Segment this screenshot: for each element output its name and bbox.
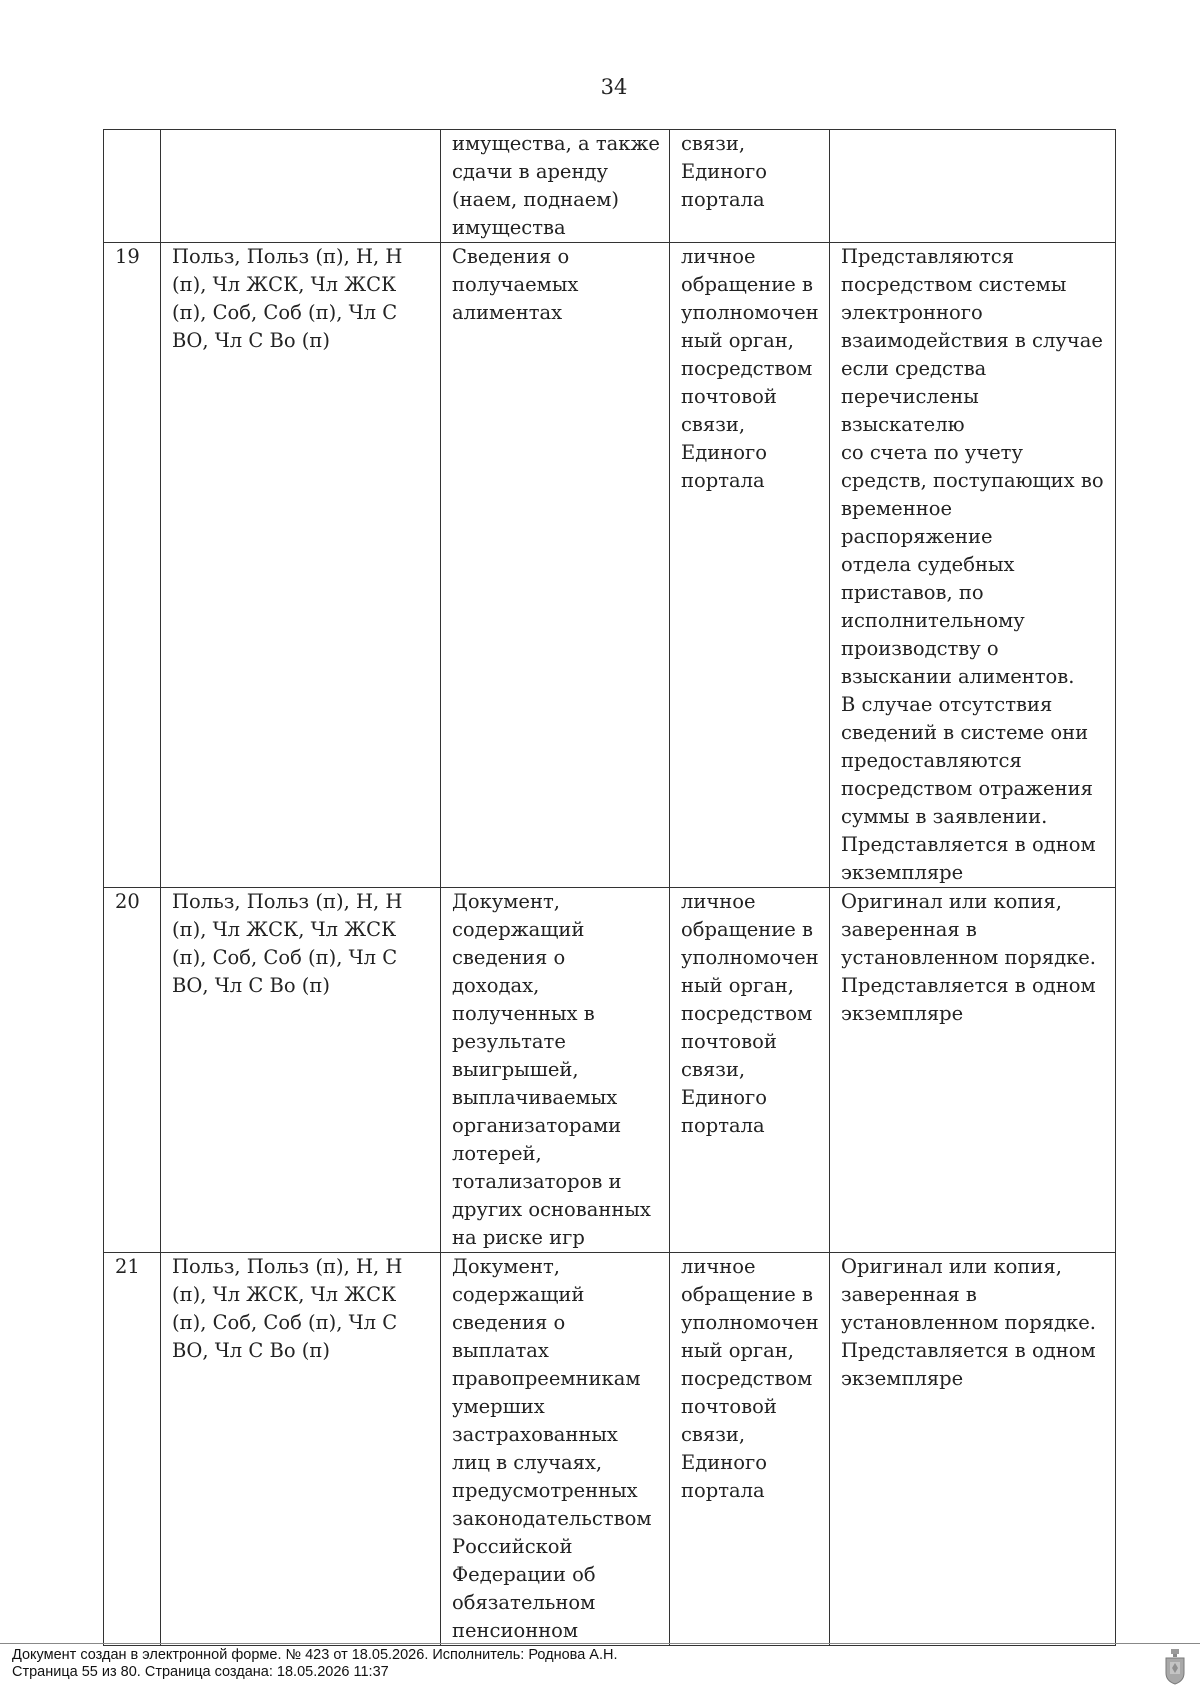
footer-text bbox=[12, 1647, 618, 1681]
submission-method-cell: личное обращение в уполномочен ный орган, посредством почтовой связи, Единого портала bbox=[670, 888, 830, 1253]
applicant-category-cell: Польз, Польз (п), Н, Н (п), Чл ЖСК, Чл ЖСК (п), Соб, Соб (п), Чл С ВО, Чл С Во (п) bbox=[161, 1253, 441, 1646]
row-number-cell: 20 bbox=[104, 888, 161, 1253]
coat-of-arms-icon bbox=[1164, 1649, 1186, 1685]
row-number-cell: 21 bbox=[104, 1253, 161, 1646]
documents-table bbox=[103, 129, 1116, 1646]
note-cell: Оригинал или копия, заверенная в установленном порядке. Представляется в одном экземпляре bbox=[830, 1253, 1116, 1646]
document-name-cell: Документ, содержащий сведения о выплатах правопреемникам умерших застрахованных лиц в случаях, предусмотренных законодательством Российской Федерации об обязательном пенсионном bbox=[441, 1253, 670, 1646]
document-name-cell: Сведения о получаемых алиментах bbox=[441, 243, 670, 888]
document-name-cell: имущества, а также сдачи в аренду (наем, поднаем) имущества bbox=[441, 130, 670, 243]
submission-method-cell: личное обращение в уполномочен ный орган, посредством почтовой связи, Единого портала bbox=[670, 243, 830, 888]
applicant-category-cell: Польз, Польз (п), Н, Н (п), Чл ЖСК, Чл ЖСК (п), Соб, Соб (п), Чл С ВО, Чл С Во (п) bbox=[161, 888, 441, 1253]
applicant-category-cell: Польз, Польз (п), Н, Н (п), Чл ЖСК, Чл ЖСК (п), Соб, Соб (п), Чл С ВО, Чл С Во (п) bbox=[161, 243, 441, 888]
page-number: 34 bbox=[600, 75, 628, 99]
table-row bbox=[104, 243, 1116, 888]
table-row bbox=[104, 1253, 1116, 1646]
row-number-cell: 19 bbox=[104, 243, 161, 888]
note-cell: Оригинал или копия, заверенная в установленном порядке. Представляется в одном экземпляре bbox=[830, 888, 1116, 1253]
table-row bbox=[104, 130, 1116, 243]
note-cell: Представляются посредством системы электронного взаимодействия в случае если средства перечислены взыскателю со счета по учету средств, поступающих во временное распоряжение отдела судебных приставов, по исполнительному производству о взыскании алиментов. В случае отсутствия сведений в системе они предоставляются посредством отражения суммы в заявлении. Представляется в одном экземпляре bbox=[830, 243, 1116, 888]
footer-divider bbox=[0, 1643, 1200, 1644]
submission-method-cell: личное обращение в уполномочен ный орган, посредством почтовой связи, Единого портала bbox=[670, 1253, 830, 1646]
row-number-cell bbox=[104, 130, 161, 243]
submission-method-cell: связи, Единого портала bbox=[670, 130, 830, 243]
applicant-category-cell bbox=[161, 130, 441, 243]
note-cell bbox=[830, 130, 1116, 243]
footer-line-page-info: Страница 55 из 80. Страница создана: 18.05.2026 11:37 bbox=[12, 1664, 389, 1680]
document-name-cell: Документ, содержащий сведения о доходах, полученных в результате выигрышей, выплачиваемых организаторами лотерей, тотализаторов и других основанных на риске игр bbox=[441, 888, 670, 1253]
table-row bbox=[104, 888, 1116, 1253]
document-footer bbox=[0, 1643, 1200, 1698]
footer-line-document-info: Документ создан в электронной форме. № 423 от 18.05.2026. Исполнитель: Роднова А.Н. bbox=[12, 1647, 618, 1663]
